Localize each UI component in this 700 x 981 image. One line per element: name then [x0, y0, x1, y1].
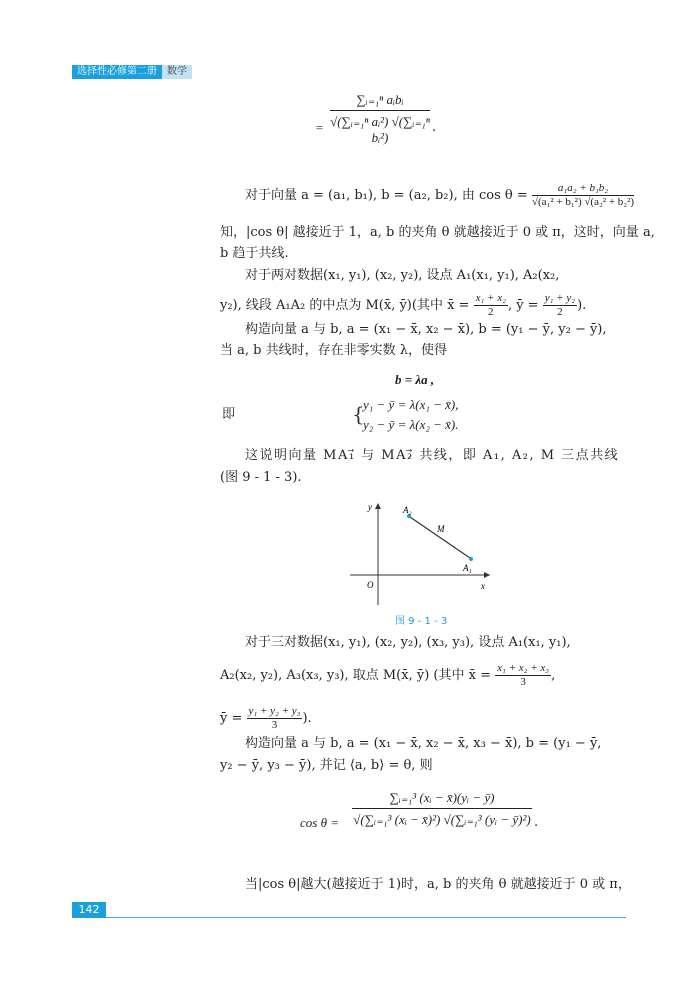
formula1-suffix: .	[432, 120, 437, 135]
formula2	[352, 790, 532, 828]
formula2-denominator: √(∑ᵢ₌₁³ (xᵢ − x̄)²) √(∑ᵢ₌₁³ (yᵢ − ȳ)²)	[353, 812, 531, 827]
formula2-prefix: cos θ =	[300, 815, 339, 830]
frac-den: 2	[488, 306, 494, 318]
text-line: 这说明向量 MA₁⃗ 与 MA₂⃗ 共线，即 A₁, A₂, M 三点共线	[245, 448, 620, 463]
text-line-midpoint	[220, 292, 586, 319]
text: , ȳ =	[507, 298, 539, 313]
frac-num: x₁ + x₂	[475, 292, 506, 304]
figure-9-1-3	[345, 500, 495, 610]
frac-den: 2	[557, 306, 563, 318]
frac-num: a₁a₂ + b₁b₂	[532, 182, 634, 196]
text: y₂), 线段 A₁A₂ 的中点为 M(x̄, ȳ)(其中 x̄ =	[220, 298, 470, 313]
book-title: 选择性必修第二册	[72, 65, 162, 79]
running-header	[72, 65, 192, 79]
text: ,	[551, 668, 556, 683]
text-line-xbar	[220, 662, 555, 689]
m-label: M	[437, 524, 445, 534]
frac-num: y₁ + y₂	[544, 292, 576, 304]
text: 对于向量 a = (a₁, b₁), b = (a₂, b₂), 由 cos θ =	[245, 188, 528, 203]
equation: b = λa ,	[395, 372, 435, 387]
x-arrow-icon	[484, 572, 490, 578]
paragraph-vector-cos	[245, 182, 634, 209]
text-line: y₂ − ȳ, y₃ − ȳ), 并记 ⟨a, b⟩ = θ, 则	[220, 758, 433, 773]
text: A₂(x₂, y₂), A₃(x₃, y₃), 取点 M(x̄, ȳ) (其中 x̄ =	[220, 668, 491, 683]
text-line: (图 9 - 1 - 3).	[220, 470, 302, 485]
text: ).	[577, 298, 587, 313]
frac-num: x₁ + x₂ + x₃	[497, 662, 550, 674]
text-line: 构造向量 a 与 b, a = (x₁ − x̄, x₂ − x̄, x₃ − x̄), b = (y₁ − ȳ,	[245, 736, 602, 751]
formula1-prefix: =	[315, 120, 324, 135]
y-label: y	[368, 502, 372, 512]
text-line: 当|cos θ|越大(越接近于 1)时，a, b 的夹角 θ 就越接近于 0 或 π，	[245, 877, 631, 892]
frac-den: 3	[271, 719, 278, 731]
page-number: 142	[72, 902, 106, 918]
text-line: 当 a, b 共线时，存在非零实数 λ，使得	[220, 343, 447, 358]
text-line: 对于三对数据(x₁, y₁), (x₂, y₂), (x₃, y₃), 设点 A₁(x₁, y₁),	[245, 635, 571, 650]
formula1	[330, 92, 430, 146]
text-line: 构造向量 a 与 b, a = (x₁ − x̄, x₂ − x̄), b = (y₁ − ȳ, y₂ − ȳ),	[245, 322, 607, 337]
figure-caption: 图 9 - 1 - 3	[395, 616, 448, 627]
text-line-ybar	[220, 705, 312, 732]
footer-rule	[106, 917, 626, 918]
system-eq-2: y₂ − ȳ = λ(x₂ − x̄).	[363, 417, 459, 432]
frac-num: y₁ + y₂ + y₃	[248, 705, 301, 717]
point-a1	[469, 557, 473, 561]
text-line: 对于两对数据(x₁, y₁), (x₂, y₂), 设点 A₁(x₁, y₁), A₂(x₂,	[245, 268, 560, 283]
formula1-numerator: ∑ᵢ₌₁ⁿ aᵢbᵢ	[356, 92, 404, 107]
subject-label: 数学	[162, 65, 192, 79]
formula1-denominator: √(∑ᵢ₌₁ⁿ aᵢ²) √(∑ᵢ₌₁ⁿ bᵢ²)	[330, 114, 430, 145]
a2-label: A₂	[403, 505, 412, 515]
x-label: x	[481, 581, 485, 591]
a1-label: A₁	[463, 563, 472, 573]
y-arrow-icon	[375, 503, 381, 509]
text-line: 知，|cos θ| 越接近于 1，a, b 的夹角 θ 就越接近于 0 或 π，这时，向量 a,	[220, 225, 655, 240]
system-eq-1: y₁ − ȳ = λ(x₁ − x̄),	[363, 397, 459, 412]
frac-den: √(a₁² + b₁²) √(a₂² + b₂²)	[531, 196, 635, 208]
frac-den: 3	[520, 676, 526, 688]
text: ȳ =	[220, 711, 243, 726]
text-ji: 即	[222, 407, 236, 422]
origin-label: O	[367, 580, 374, 590]
formula2-numerator: ∑ᵢ₌₁³ (xᵢ − x̄)(yᵢ − ȳ)	[389, 790, 495, 805]
text-line: b 趋于共线.	[220, 246, 289, 261]
text: ).	[302, 711, 312, 726]
brace-icon: {	[352, 402, 365, 426]
formula2-suffix: .	[534, 815, 539, 830]
